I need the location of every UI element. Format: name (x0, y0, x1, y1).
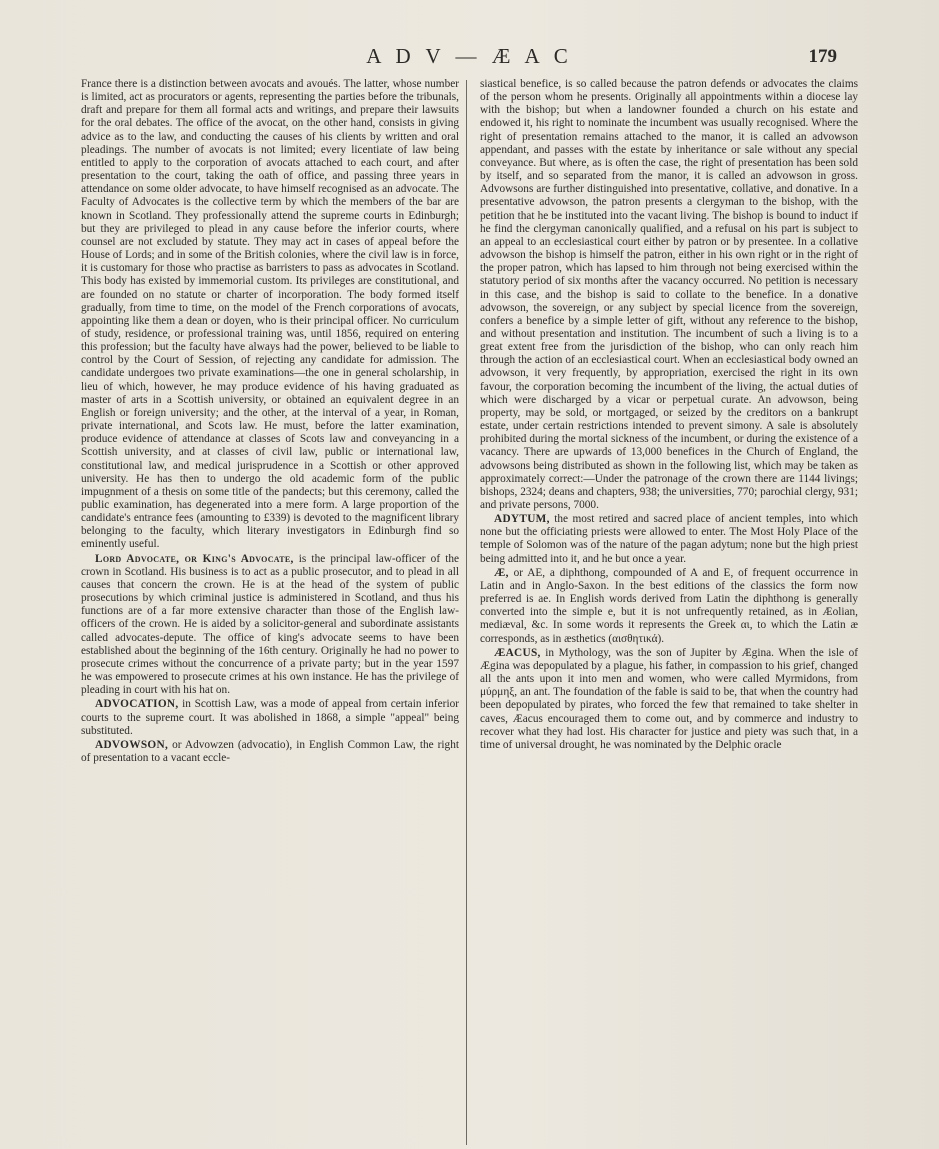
advowson-entry (81, 739, 459, 765)
entry-body: in Mythology, was the son of Jupiter by Ægina. When the isle of Ægina was depopulated by a plague, his father, in compassion to his grief, changed all the ants upon it into men and women, who were called Myrmidons, from μύρμηξ, an ant. The foundation of the fable is said to be, that when the country had been depopulated by pirates, who forced the few that remained to take shelter in caves, Æacus encouraged them to come out, and by commerce and industry to recover what they had lost. His character for justice and piety was such that, in a time of universal drought, he was nominated by the Delphic oracle (480, 646, 858, 751)
entry-body: is the principal law-officer of the crown in Scotland. His business is to act as a public prosecutor, and to plead in all causes that concern the crown. He is at the head of the system of public prosecutions by which criminal justice is administered in Scotland, and thus his functions are of a far more extensive character than those of the English law-officers of the crown. He is aided by a solicitor-general and subordinate assistants called advocates-depute. The office of king's advocate seems to have been established about the beginning of the 16th century. Originally he had no power to prosecute crimes without the concurrence of a private party; but in the year 1597 he was empowered to prosecute crimes at his own instance. He has the privilege of pleading in court with his hat on. (81, 552, 460, 697)
column-divider (466, 80, 467, 1145)
entry-heading: ADYTUM, (494, 513, 550, 526)
entry-heading: ADVOWSON, (95, 738, 169, 751)
page-number: 179 (808, 46, 837, 67)
running-header (0, 44, 939, 70)
entry-body: in Scottish Law, was a mode of appeal from certain inferior courts to the supreme court. It was abolished in 1868, a simple "appeal" being substituted. (81, 698, 459, 737)
aeacus-entry (480, 647, 858, 752)
entry-body: or Advowzen (advocatio), in English Common Law, the right of presentation to a vacant eccle- (81, 738, 459, 764)
advocation-entry (81, 698, 459, 737)
entry-body: or AE, a diphthong, compounded of A and E, of frequent occurrence in Latin and in Anglo-Saxon. In the best editions of the classics the form now preferred is ae. In English words derived from Latin the diphthong is generally converted into the simple e, but it is not unfrequently retained, as in Æolian, mediæval, &c. In some words it represents the Greek αι, to which the Latin æ corresponds, as in æsthetics (αισθητικά). (480, 566, 858, 645)
adytum-entry (480, 513, 858, 566)
left-column (81, 78, 459, 765)
lord-advocate-entry (81, 553, 459, 698)
entry-heading: ADVOCATION, (95, 698, 179, 711)
entry-heading: Æ, (494, 566, 509, 579)
right-column (480, 78, 858, 752)
entry-heading: Lord Advocate, or King's Advocate, (95, 552, 294, 565)
advowson-continued-paragraph: siastical benefice, is so called because the patron defends or advocates the claims of the person whom he presents. Originally all appointments within a diocese lay with the bishop; but when a landowner founded a church on his estate and endowed it, his right to nominate the incumbent was usually recognised. Where the right of presentation remains attached to the manor, it is called an advowson appendant, and passes with the estate by inheritance or sale without any special conveyance. But where, as is often the case, the right of presentation has been sold by itself, and so separated from the manor, it is called an advowson in gross. Advowsons are further distinguished into presentative, collative, and donative. In a presentative advowson, the patron presents a clergyman to the bishop, with the petition that he be instituted into the vacant living. The bishop is bound to induct if he find the clergyman canonically qualified, and a refusal on his part is subject to an appeal to an ecclesiastical court either by patron or by presentee. In a collative advowson the bishop is himself the patron, either in his own right or in the right of the proper patron, which has lapsed to him through not being exercised within the statutory period of six months after the vacancy occurred. No petition is necessary in this case, and the bishop is said to collate to the benefice. In a donative advowson, the sovereign, or any subject by special licence from the sovereign, confers a benefice by a simple letter of gift, without any reference to the bishop, and without presentation and institution. The incumbent of such a living is to a great extent free from the jurisdiction of the bishop, who can only reach him through the action of an ecclesiastical court. When an ecclesiastical body owned an advowson, it very frequently, by appropriation, exercised the right in its own favour, the corporation becoming the incumbent of the living, the actual duties of which were discharged by a vicar or perpetual curate. An advowson, being property, may be sold, or mortgaged, or seized by the creditors on a bankrupt estate, under certain restrictions intended to prevent simony. A sale is absolutely prohibited during the mortal sickness of the incumbent, or during the existence of a vacancy. There are upwards of 13,000 benefices in the Church of England, the advowsons being distributed as shown in the following list, which may be taken as approximately correct:—Under the patronage of the crown there are 1144 livings; bishops, 2324; deans and chapters, 938; the universities, 770; parochial clergy, 931; and private persons, 7000. (480, 78, 858, 511)
running-title: A D V — Æ A C (366, 44, 573, 68)
entry-body: the most retired and sacred place of ancient temples, into which none but the officiating priests were allowed to enter. The Most Holy Place of the temple of Solomon was of the nature of the pagan adytum; none but the high priest being admitted into it, and he but once a year. (480, 513, 858, 565)
entry-heading: ÆACUS, (494, 646, 541, 659)
ae-entry (480, 567, 858, 646)
avocats-paragraph: France there is a distinction between avocats and avoués. The latter, whose number is limited, act as procurators or agents, representing the parties before the tribunals, draft and prepare for them all formal acts and writings, and prepare their lawsuits for the oral debates. The office of the avocat, on the other hand, consists in giving advice as to the law, and conducting the causes of his clients by written and oral pleadings. The number of avocats is not limited; every licentiate of law being entitled to apply to the corporation of avocats attached to each court, and after presentation to the court, taking the oath of office, and passing three years in attendance on some older advocate, to have himself recognised as an advocate. The Faculty of Advocates is the collective term by which the members of the bar are known in Scotland. They professionally attend the supreme courts in Edinburgh; but they are privileged to plead in any cause before the inferior courts, where counsel are not excluded by statute. They may act in cases of appeal before the House of Lords; and in some of the British colonies, where the civil law is in force, it is customary for those who practise as barristers to pass as advocates in Scotland. This body has existed by immemorial custom. Its privileges are constitutional, and are founded on no statute or charter of incorporation. The body formed itself gradually, from time to time, on the model of the French corporations of avocats, appointing like them a dean or doyen, who is their principal officer. No curriculum of study, residence, or professional training was, until 1856, required on entering this profession; but the faculty have always had the power, believed to be liable to control by the Court of Session, of rejecting any candidate for admission. The candidate undergoes two private examinations—the one in general scholarship, in lieu of which, however, he may produce evidence of his having graduated as master of arts in a Scottish university, or obtained an equivalent degree in an English or foreign university; and the other, at the interval of a year, in Roman, private international, and Scots law. He must, before the latter examination, produce evidence of attendance at classes of Scots law and conveyancing in a Scottish university, and at classes of civil law, public or international law, constitutional law, and medical jurisprudence in a Scottish or other approved university. He has then to undergo the old academic form of the public impugnment of a thesis on some title of the pandects; but this ceremony, called the public examination, has degenerated into a mere form. A large proportion of the candidate's entrance fees (amounting to £339) is devoted to the magnificent library belonging to the faculty, which literary investigators in Edinburgh find so eminently useful. (81, 78, 459, 551)
